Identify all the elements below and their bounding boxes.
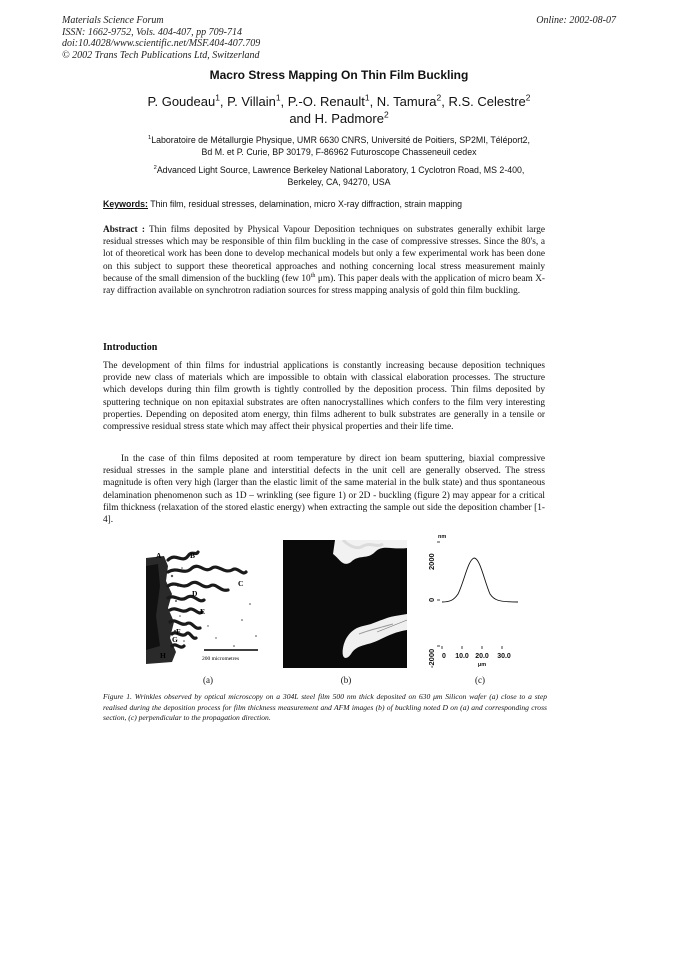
online-date: Online: 2002-08-07 bbox=[536, 15, 616, 26]
author: P.-O. Renault$^1$, bbox=[287, 92, 377, 109]
keywords bbox=[103, 199, 583, 209]
y-tick-label: 2000 bbox=[427, 553, 436, 570]
author: R.S. Celestre$^2$ bbox=[448, 92, 531, 109]
paragraph: The development of thin films for industrial applications is constantly increasing because deposition techniques provide new class of materials which are impossible to obtain with classical elaboration processes. The structure which develops during thin film growth is tightly controlled by the deposition process. Thin films deposited by sputtering technique on non epitaxial substrates are often nanocrystallines which confers to the film very interesting properties. Depending on deposited atom energy, thin films adherent to bulk substrates are generally in a tensile or compressive residual stress state which may affect their physical properties and their life time. bbox=[103, 361, 545, 433]
doi-line: doi:10.4028/www.scientific.net/MSF.404-407.709 bbox=[62, 38, 261, 49]
scale-bar-label: 200 micrometres bbox=[202, 656, 240, 662]
keywords-text: Thin film, residual stresses, delamination, micro X-ray diffraction, strain mapping bbox=[147, 199, 463, 209]
feature-letter: F bbox=[176, 627, 181, 636]
panel-label-b: (b) bbox=[340, 675, 352, 685]
journal-info bbox=[62, 15, 260, 61]
panel-label-a: (a) bbox=[203, 675, 213, 685]
feature-letter: B bbox=[190, 551, 196, 560]
x-tick-label: 0 bbox=[442, 653, 446, 660]
feature-letter: D bbox=[192, 589, 198, 598]
feature-letter: A bbox=[156, 551, 162, 560]
panel-label-c: (c) bbox=[475, 675, 485, 685]
author: P. Villain$^1$, bbox=[227, 92, 288, 109]
author: P. Goudeau$^1$, bbox=[147, 92, 228, 109]
x-tick-label: 30.0 bbox=[497, 653, 511, 660]
feature-letter: H bbox=[160, 651, 166, 660]
figure-panel-a-image bbox=[146, 546, 272, 668]
y-unit-label: nm bbox=[438, 534, 447, 540]
copyright-line: © 2002 Trans Tech Publications Ltd, Switzerland bbox=[62, 49, 260, 61]
figure-panel-b-image bbox=[283, 540, 407, 668]
keywords-label: Keywords: bbox=[103, 199, 148, 209]
issn-line: ISSN: 1662-9752, Vols. 404-407, pp 709-714 bbox=[62, 26, 242, 38]
author-list bbox=[100, 93, 578, 127]
abstract: Abstract : Thin films deposited by Physical Vapour Deposition techniques on substrates generally exhibit large residual stresses which may be responsible of thin film buckling in the case of compressive stresses. Since the 80's, a lot of theoretical work has been done to develop mechanical models but only a few experimental work has been done on this subject to support these theoretical approaches and nothing concerning local stress measurement mainly because of the small dimension of the buckling (few 10th μm). This paper deals with the application of micro beam X-ray diffraction available on synchrotron radiation sources for stress mapping analysis of gold thin film buckling. bbox=[103, 225, 545, 297]
feature-letter: E bbox=[200, 607, 206, 616]
abstract-label: Abstract : bbox=[103, 225, 145, 235]
affiliation-2: $^2$Advanced Light Source, Lawrence Berkeley National Laboratory, 1 Cyclotron Road, MS 2-400, Berkeley, CA, 94270, USA bbox=[153, 165, 525, 187]
x-tick-label: 20.0 bbox=[475, 653, 489, 660]
journal-name: Materials Science Forum bbox=[62, 15, 164, 26]
author: and H. Padmore$^2$ bbox=[289, 109, 389, 126]
y-tick-label: 0 bbox=[427, 597, 436, 602]
affiliation-1: $^1$Laboratoire de Métallurgie Physique, UMR 6630 CNRS, Université de Poitiers, SP2MI, Téléport2, Bd M. et P. Curie, BP 30179, F-86962 Futuroscope Chasseneuil cedex bbox=[148, 135, 530, 157]
figure-panel-c-profile bbox=[418, 528, 528, 670]
author: N. Tamura$^2$, bbox=[376, 92, 449, 109]
feature-letter: C bbox=[238, 579, 244, 588]
figure-caption: Figure 1. Wrinkles observed by optical microscopy on a 304L steel film 500 nm thick deposited on 630 μm Silicon wafer (a) close to a step realised during the deposition process for film thickness measurement and AFM images (b) of buckling noted D on (a) and corresponding cross section, (c) perpendicular to the propagation direction. bbox=[103, 692, 547, 722]
x-unit-label: μm bbox=[477, 662, 487, 668]
feature-letter: G bbox=[172, 635, 178, 644]
x-tick-label: 10.0 bbox=[455, 653, 469, 660]
y-tick-label: -2000 bbox=[427, 648, 436, 668]
section-heading: Introduction bbox=[103, 342, 158, 353]
paragraph: In the case of thin films deposited at room temperature by direct ion beam sputtering, biaxial compressive residual stresses in the sample plane and interstitial defects in the unit cell are generally observed. The stress magnitude is often very high (larger than the elastic limit of the same material in the bulk state) and thus spontaneous delamination phenomenon such as 1D – wrinkling (see figure 1) or 2D - buckling (figure 2) may appear for a critical film thickness (relaxation of the stored elastic energy) when extracting the sample out side the deposition chamber [1-4]. bbox=[103, 454, 545, 526]
paper-title: Macro Stress Mapping On Thin Film Buckling bbox=[209, 68, 469, 82]
